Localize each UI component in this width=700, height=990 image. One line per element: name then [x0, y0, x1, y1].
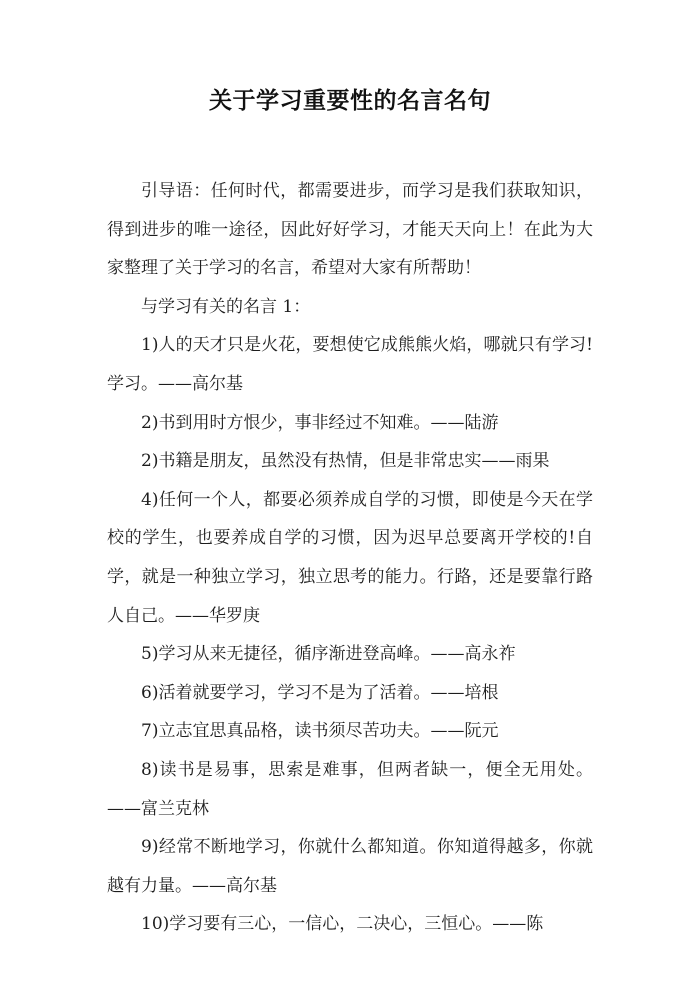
quote-item: 8)读书是易事，思索是难事，但两者缺一，便全无用处。——富兰克林	[107, 759, 593, 819]
intro-paragraph: 引导语：任何时代，都需要进步，而学习是我们获取知识，得到进步的唯一途径，因此好好学习，才能天天向上！在此为大家整理了关于学习的名言，希望对大家有所帮助！	[107, 181, 593, 279]
document-body	[107, 172, 593, 944]
quote-item: 6)活着就要学习，学习不是为了活着。——培根	[141, 682, 499, 703]
quote-item: 10)学习要有三心，一信心，二决心，三恒心。——陈	[141, 914, 544, 935]
quote-item: 9)经常不断地学习，你就什么都知道。你知道得越多，你就越有力量。——高尔基	[107, 837, 593, 896]
quote-item: 2)书籍是朋友，虽然没有热情，但是非常忠实——雨果	[141, 451, 550, 472]
document-title: 关于学习重要性的名言名句	[209, 88, 491, 114]
quote-item: 1)人的天才只是火花，要想使它成熊熊火焰，哪就只有学习!学习。——高尔基	[107, 335, 593, 394]
quote-item: 4)任何一个人，都要必须养成自学的习惯，即使是今天在学校的学生，也要养成自学的习惯，因为迟早总要离开学校的!自学，就是一种独立学习，独立思考的能力。行路，还是要靠行路人自己。——华罗庚	[107, 489, 593, 626]
quote-item: 7)立志宜思真品格，读书须尽苦功夫。——阮元	[141, 721, 499, 742]
quote-item: 2)书到用时方恨少，事非经过不知难。——陆游	[141, 412, 499, 433]
section-heading: 与学习有关的名言 1：	[141, 296, 311, 317]
quote-item: 5)学习从来无捷径，循序渐进登高峰。——高永祚	[141, 644, 516, 665]
